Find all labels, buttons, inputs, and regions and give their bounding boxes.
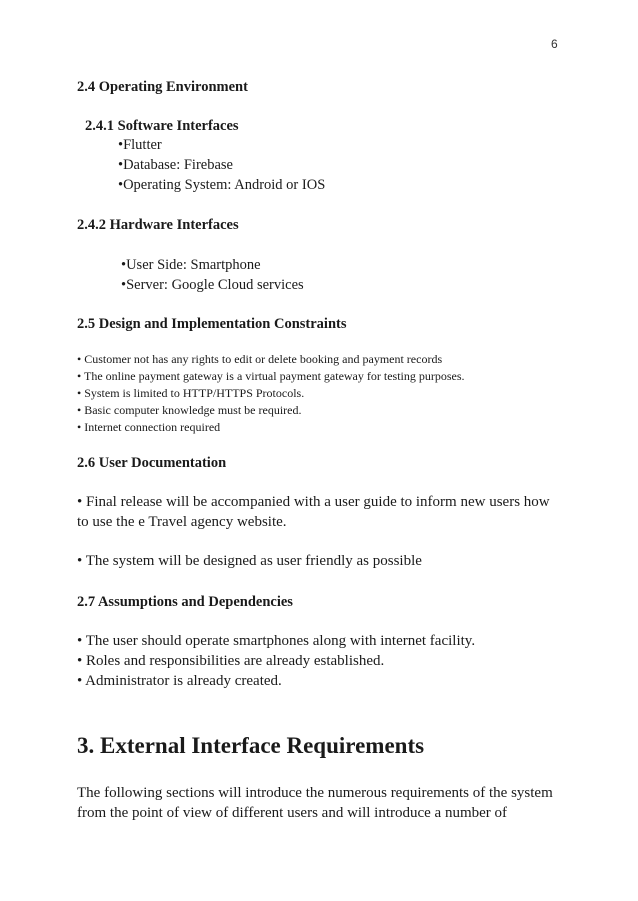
section-3-paragraph-line: from the point of view of different users and will introduce a number of: [77, 805, 508, 821]
section-3-heading: 3. External Interface Requirements: [77, 733, 425, 758]
documentation-paragraph: • The system will be designed as user friendly as possible: [77, 553, 422, 569]
section-2-7-heading: 2.7 Assumptions and Dependencies: [77, 594, 293, 610]
documentation-paragraph-line: to use the e Travel agency website.: [77, 514, 287, 530]
assumption-item: • Administrator is already created.: [77, 673, 282, 689]
constraint-item: • Basic computer knowledge must be required.: [77, 403, 302, 417]
assumption-item: • Roles and responsibilities are already established.: [77, 653, 385, 669]
section-2-4-2-heading: 2.4.2 Hardware Interfaces: [77, 217, 239, 233]
hardware-item-user-side: •User Side: Smartphone: [121, 257, 261, 273]
constraint-item: • The online payment gateway is a virtual payment gateway for testing purposes.: [77, 369, 465, 383]
constraint-item: • Internet connection required: [77, 420, 221, 434]
assumption-item: • The user should operate smartphones along with internet facility.: [77, 633, 476, 649]
software-item-database: •Database: Firebase: [118, 157, 233, 173]
section-2-6-heading: 2.6 User Documentation: [77, 455, 227, 471]
section-2-4-heading: 2.4 Operating Environment: [77, 79, 248, 95]
section-3-paragraph-line: The following sections will introduce the numerous requirements of the system: [77, 785, 553, 801]
software-item-os: •Operating System: Android or IOS: [118, 177, 326, 193]
constraint-item: • Customer not has any rights to edit or delete booking and payment records: [77, 352, 443, 366]
constraint-item: • System is limited to HTTP/HTTPS Protocols.: [77, 386, 305, 400]
section-2-4-1-heading: 2.4.1 Software Interfaces: [85, 118, 239, 134]
hardware-item-server: •Server: Google Cloud services: [121, 277, 304, 293]
software-item-flutter: •Flutter: [118, 137, 162, 153]
section-2-5-heading: 2.5 Design and Implementation Constraints: [77, 316, 347, 332]
page-number: 6: [551, 37, 558, 51]
documentation-paragraph-line: • Final release will be accompanied with a user guide to inform new users how: [77, 494, 550, 510]
